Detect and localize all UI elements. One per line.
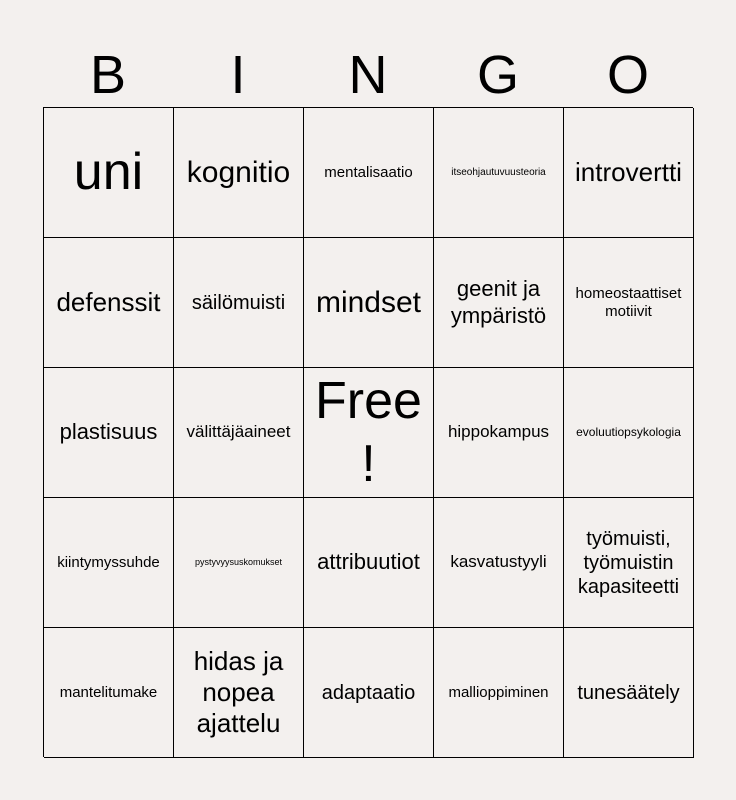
bingo-cell[interactable]: työmuisti, työmuistin kapasiteetti bbox=[564, 498, 694, 628]
bingo-cell[interactable]: attribuutiot bbox=[304, 498, 434, 628]
bingo-cell[interactable]: homeostaattiset motiivit bbox=[564, 238, 694, 368]
bingo-header bbox=[43, 44, 693, 106]
bingo-cell[interactable]: mentalisaatio bbox=[304, 108, 434, 238]
header-letter-n: N bbox=[348, 45, 388, 105]
bingo-cell[interactable]: kognitio bbox=[174, 108, 304, 238]
header-letter-i: I bbox=[230, 45, 246, 105]
bingo-card-grid bbox=[43, 107, 693, 757]
bingo-cell[interactable]: pystyvyysuskomukset bbox=[174, 498, 304, 628]
bingo-cell[interactable]: mallioppiminen bbox=[434, 628, 564, 758]
bingo-cell[interactable]: defenssit bbox=[44, 238, 174, 368]
bingo-cell[interactable]: kasvatustyyli bbox=[434, 498, 564, 628]
free-space-cell[interactable]: Free! bbox=[304, 368, 434, 498]
bingo-cell[interactable]: hidas ja nopea ajattelu bbox=[174, 628, 304, 758]
bingo-cell[interactable]: välittäjäaineet bbox=[174, 368, 304, 498]
bingo-cell[interactable]: tunesäätely bbox=[564, 628, 694, 758]
header-letter-o: O bbox=[606, 45, 649, 105]
bingo-cell[interactable]: uni bbox=[44, 108, 174, 238]
bingo-cell[interactable]: mantelitumake bbox=[44, 628, 174, 758]
bingo-cell[interactable]: introvertti bbox=[564, 108, 694, 238]
bingo-cell[interactable]: adaptaatio bbox=[304, 628, 434, 758]
header-letter-b: B bbox=[89, 45, 127, 105]
bingo-cell[interactable]: evoluutiopsykologia bbox=[564, 368, 694, 498]
bingo-cell[interactable]: geenit ja ympäristö bbox=[434, 238, 564, 368]
bingo-cell[interactable]: itseohjautuvuusteoria bbox=[434, 108, 564, 238]
bingo-cell[interactable]: plastisuus bbox=[44, 368, 174, 498]
bingo-cell[interactable]: hippokampus bbox=[434, 368, 564, 498]
bingo-cell[interactable]: säilömuisti bbox=[174, 238, 304, 368]
header-letter-g: G bbox=[476, 45, 519, 105]
bingo-cell[interactable]: mindset bbox=[304, 238, 434, 368]
bingo-cell[interactable]: kiintymyssuhde bbox=[44, 498, 174, 628]
